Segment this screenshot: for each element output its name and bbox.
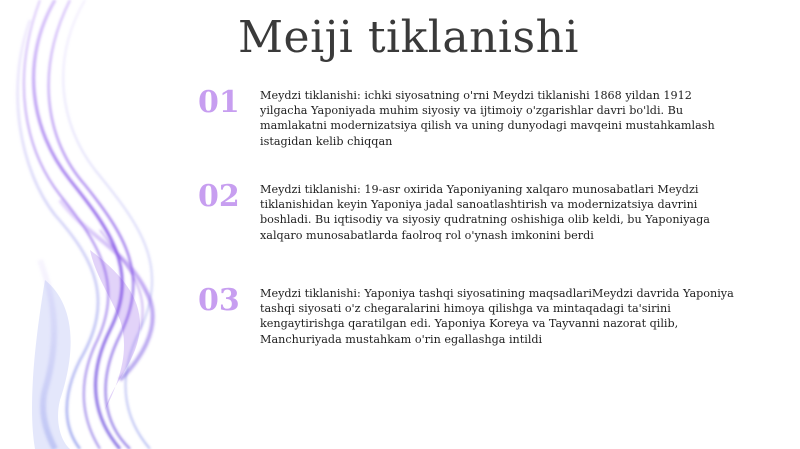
item-text: Meydzi tiklanishi: Yaponiya tashqi siyosatining maqsadlariMeydzi davrida Yaponiya tashqi siyosati o'z chegaralarini himoya qilishga va mintaqadagi ta'sirini kengaytirishga qaratilgan edi. Yaponiya Koreya va Tayvanni nazorat qilib, Manchuriyada mustahkam o'rin egallashga intildi bbox=[260, 287, 734, 346]
item-text: Meydzi tiklanishi: 19-asr oxirida Yaponiyaning xalqaro munosabatlari Meydzi tiklanishidan keyin Yaponiya jadal sanoatlashtirish va modernizatsiya davrini boshladi. Bu iqtisodiy va siyosiy qudratning oshishiga olib keldi, bu Yaponiyaga xalqaro munosabatlarda faolroq rol o'ynash imkonini berdi bbox=[260, 183, 710, 242]
item-number: 02 bbox=[198, 179, 240, 214]
decorative-smoke-ribbon bbox=[0, 0, 220, 449]
slide-title: Meiji tiklanishi bbox=[238, 12, 579, 63]
item-text: Meydzi tiklanishi: ichki siyosatning o'rni Meydzi tiklanishi 1868 yildan 1912 yilgacha Yaponiyada muhim siyosiy va ijtimoiy o'zgarishlar davri bo'ldi. Bu mamlakatni modernizatsiya qilish va uning dunyodagi mavqeini mustahkamlash istagidan kelib chiqqan bbox=[260, 89, 715, 148]
item-number: 03 bbox=[198, 283, 240, 318]
item-number: 01 bbox=[198, 85, 240, 120]
